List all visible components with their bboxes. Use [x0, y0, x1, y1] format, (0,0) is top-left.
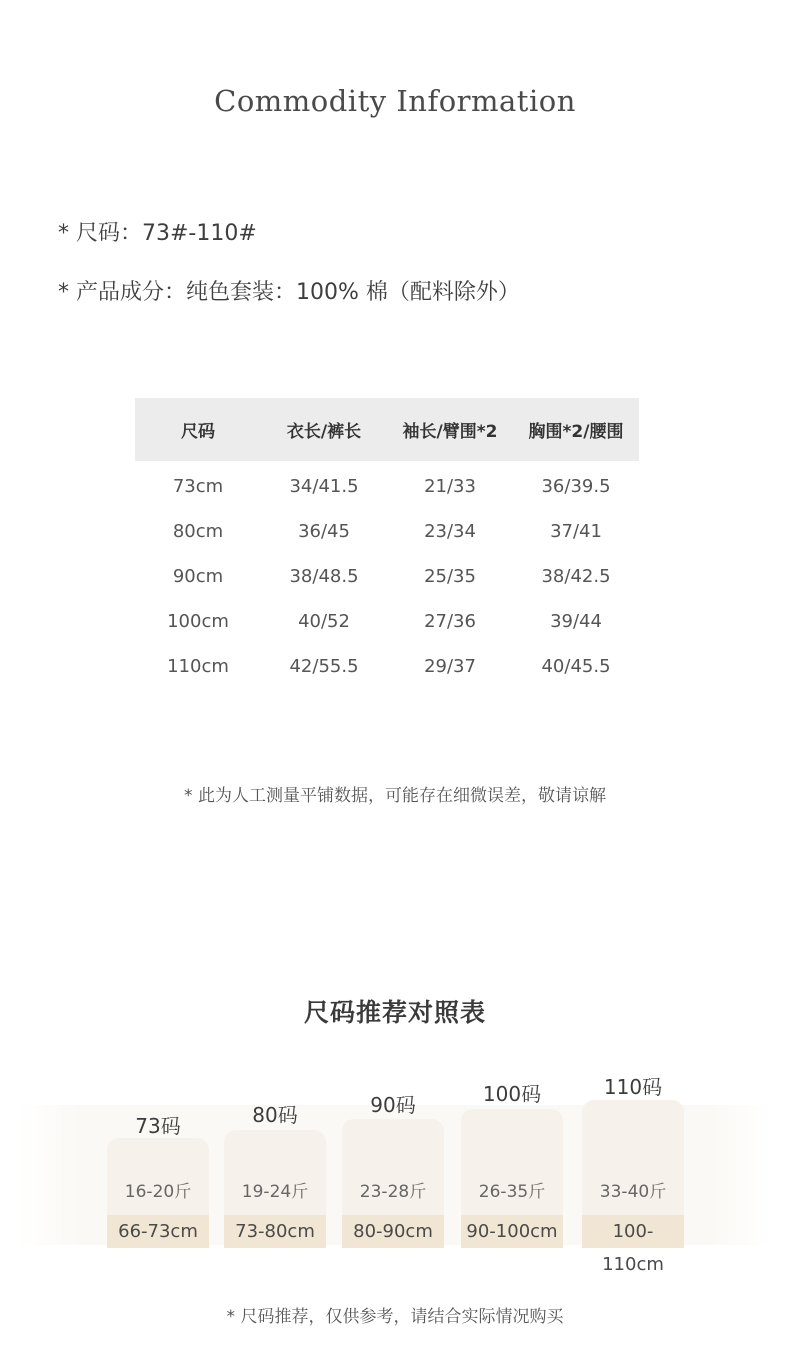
table-cell: 40/45.5 — [541, 656, 611, 677]
table-cell: 29/37 — [424, 656, 476, 677]
size-card-height: 66-73cm — [107, 1215, 209, 1248]
table-header-cell: 衣长/裤长 — [261, 398, 387, 461]
table-cell: 38/42.5 — [541, 566, 611, 587]
size-card-height: 80-90cm — [342, 1215, 444, 1248]
recommend-title: 尺码推荐对照表 — [303, 998, 486, 1027]
page-title: Commodity Information — [214, 84, 576, 118]
size-card-label: 80码 — [252, 1103, 298, 1127]
table-cell: 27/36 — [424, 611, 476, 632]
table-cell: 80cm — [172, 521, 224, 542]
table-cell: 36/39.5 — [541, 476, 611, 497]
table-header-cell: 袖长/臂围*2 — [387, 398, 513, 461]
table-cell: 39/44 — [550, 611, 602, 632]
size-card — [107, 0, 209, 1248]
size-card-height: 73-80cm — [224, 1215, 326, 1248]
table-cell: 110cm — [167, 656, 229, 677]
table-cell: 23/34 — [424, 521, 476, 542]
size-card-weight: 16-20斤 — [124, 1182, 192, 1202]
size-card — [224, 0, 326, 1248]
size-card-height: 90-100cm — [461, 1215, 563, 1248]
table-cell: 36/45 — [298, 521, 350, 542]
table-header-cell: 尺码 — [135, 398, 261, 461]
table-cell: 42/55.5 — [289, 656, 359, 677]
size-card-weight: 26-35斤 — [478, 1182, 546, 1202]
size-card — [461, 0, 563, 1248]
table-cell: 25/35 — [424, 566, 476, 587]
size-card-label: 110码 — [603, 1075, 663, 1099]
size-card — [582, 0, 684, 1275]
table-cell: 38/48.5 — [289, 566, 359, 587]
material-text: * 产品成分：纯色套装：100% 棉（配料除外） — [58, 280, 520, 305]
size-card-weight: 19-24斤 — [241, 1182, 309, 1202]
table-cell: 90cm — [172, 566, 224, 587]
size-range-text: * 尺码：73#-110# — [58, 221, 257, 246]
size-card — [342, 0, 444, 1248]
table-header-cell: 胸围*2/腰围 — [513, 398, 639, 461]
table-cell: 21/33 — [424, 476, 476, 497]
size-card-weight: 23-28斤 — [359, 1182, 427, 1202]
size-card-weight: 33-40斤 — [599, 1182, 667, 1202]
size-card-label: 73码 — [135, 1114, 181, 1138]
measurement-note: * 此为人工测量平铺数据，可能存在细微误差，敬请谅解 — [184, 786, 606, 806]
table-cell: 73cm — [172, 476, 224, 497]
size-card-height: 100-110cm — [582, 1215, 684, 1248]
size-card-label: 100码 — [482, 1082, 542, 1106]
table-cell: 34/41.5 — [289, 476, 359, 497]
recommend-note: * 尺码推荐，仅供参考，请结合实际情况购买 — [226, 1307, 564, 1327]
size-card-label: 90码 — [370, 1093, 416, 1117]
table-cell: 37/41 — [550, 521, 602, 542]
table-cell: 100cm — [167, 611, 229, 632]
table-cell: 40/52 — [298, 611, 350, 632]
size-card-bar — [582, 1100, 684, 1275]
